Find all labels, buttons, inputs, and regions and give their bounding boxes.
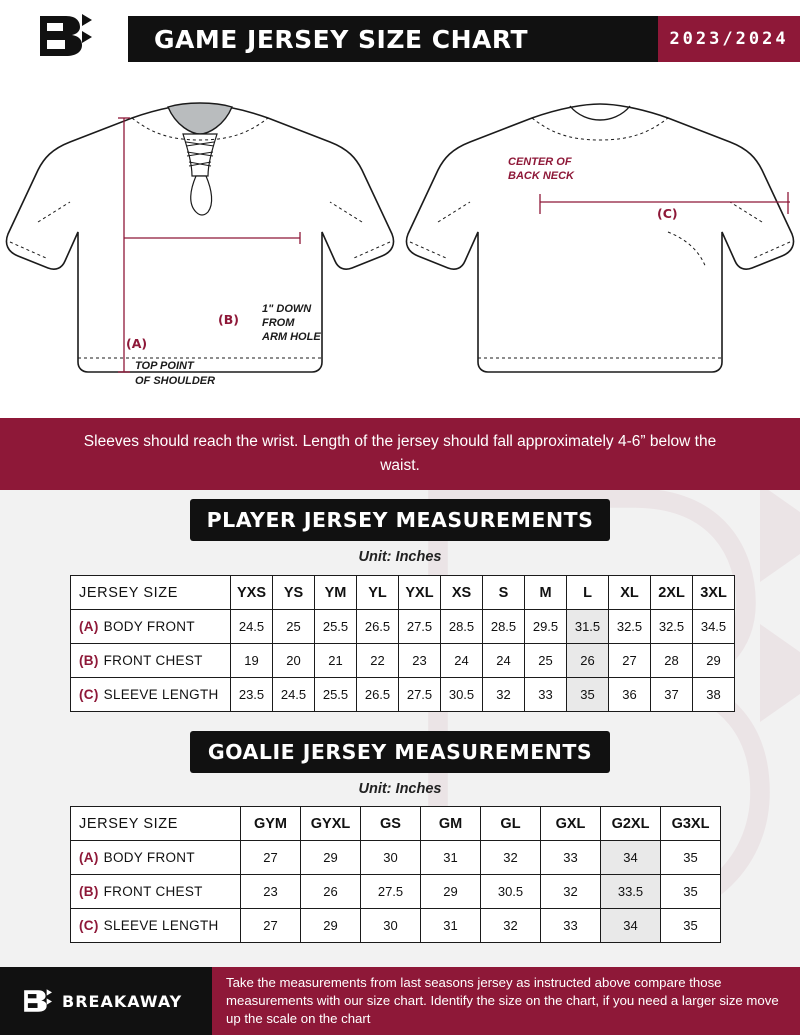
measurement-cell: 27.5 — [399, 678, 441, 712]
player-section-banner — [190, 499, 610, 541]
back-c-tag: (C) — [657, 206, 678, 221]
back-c-note-2: BACK NECK — [508, 170, 574, 182]
row-label-text: FRONT CHEST — [103, 884, 203, 899]
measurement-cell: 27.5 — [399, 610, 441, 644]
measurement-cell: 24 — [483, 644, 525, 678]
season-label: 2023/2024 — [669, 29, 789, 49]
measurement-cell: 30 — [361, 841, 421, 875]
table-row — [71, 610, 735, 644]
table-row — [71, 678, 735, 712]
measurement-cell: 35 — [567, 678, 609, 712]
player-row-label-1 — [71, 610, 231, 644]
measurement-cell: 36 — [609, 678, 651, 712]
row-tag: (B) — [79, 653, 99, 668]
front-a-tag: (A) — [126, 336, 148, 351]
back-jersey-drawing — [406, 104, 793, 372]
measurement-cell: 27 — [241, 841, 301, 875]
goalie-header-row — [71, 807, 721, 841]
measurement-cell: 25.5 — [315, 610, 357, 644]
goalie-size-header-label: JERSEY SIZE — [71, 807, 241, 841]
goalie-unit-label: Unit: Inches — [358, 781, 442, 797]
breakaway-b-logo-icon — [36, 12, 92, 60]
goalie-row-label-2 — [71, 875, 241, 909]
page-title: GAME JERSEY SIZE CHART — [154, 24, 529, 54]
jersey-diagram-svg — [0, 72, 800, 418]
measurement-cell: 24 — [441, 644, 483, 678]
front-b-tag: (B) — [218, 312, 239, 327]
front-b-note-3: ARM HOLE — [262, 331, 321, 343]
player-size-header-label: JERSEY SIZE — [71, 576, 231, 610]
footer-instruction-text: Take the measurements from last seasons jersey as instructed above compare those measurements with our size chart. Identify the size on the chart, if you need a larger size move up the scale on the chart — [226, 975, 779, 1026]
player-size-header-m: M — [525, 576, 567, 610]
footer-instruction-box — [212, 967, 800, 1035]
player-header-row — [71, 576, 735, 610]
measurement-cell: 28.5 — [483, 610, 525, 644]
footer-brand-block — [0, 967, 212, 1035]
measurement-cell: 30 — [361, 909, 421, 943]
measurement-cell: 29 — [301, 909, 361, 943]
player-unit-label: Unit: Inches — [358, 549, 442, 565]
measurement-cell: 34 — [601, 909, 661, 943]
front-b-note-1: 1" DOWN — [262, 303, 312, 315]
measurement-cell: 23.5 — [231, 678, 273, 712]
goalie-section-banner — [190, 731, 610, 773]
goalie-row-label-3 — [71, 909, 241, 943]
page-footer — [0, 967, 800, 1035]
goalie-size-header-gs: GS — [361, 807, 421, 841]
measurement-cell: 34.5 — [693, 610, 735, 644]
measurement-cell: 25 — [273, 610, 315, 644]
front-a-note-2: OF SHOULDER — [135, 375, 216, 387]
measurement-cell: 33 — [525, 678, 567, 712]
row-label-text: FRONT CHEST — [103, 653, 203, 668]
measurement-cell: 35 — [661, 875, 721, 909]
measurement-cell: 38 — [693, 678, 735, 712]
player-row-label-2 — [71, 644, 231, 678]
player-banner-label: PLAYER JERSEY MEASUREMENTS — [206, 508, 594, 532]
measurement-cell: 23 — [241, 875, 301, 909]
player-size-header-2xl: 2XL — [651, 576, 693, 610]
row-label-text: BODY FRONT — [103, 850, 195, 865]
measurement-cell: 31 — [421, 909, 481, 943]
player-size-header-3xl: 3XL — [693, 576, 735, 610]
row-tag: (C) — [79, 687, 99, 702]
measurement-cell: 21 — [315, 644, 357, 678]
measurement-cell: 32 — [481, 841, 541, 875]
goalie-size-header-gyxl: GYXL — [301, 807, 361, 841]
measurement-cell: 28.5 — [441, 610, 483, 644]
back-c-note-1: CENTER OF — [508, 156, 572, 168]
goalie-size-header-gym: GYM — [241, 807, 301, 841]
goalie-size-header-gxl: GXL — [541, 807, 601, 841]
goalie-size-header-g3xl: G3XL — [661, 807, 721, 841]
measurement-cell: 22 — [357, 644, 399, 678]
player-size-header-s: S — [483, 576, 525, 610]
player-size-header-yl: YL — [357, 576, 399, 610]
front-a-note-1: TOP POINT — [135, 360, 194, 372]
goalie-size-header-gm: GM — [421, 807, 481, 841]
player-size-header-ys: YS — [273, 576, 315, 610]
measurement-cell: 35 — [661, 841, 721, 875]
row-label-text: BODY FRONT — [103, 619, 195, 634]
goalie-measurements-table — [70, 806, 721, 943]
player-size-header-xl: XL — [609, 576, 651, 610]
brand-logo — [0, 0, 128, 72]
measurement-cell: 29 — [301, 841, 361, 875]
measurement-cell: 26.5 — [357, 610, 399, 644]
footer-brand-name: BREAKAWAY — [62, 991, 183, 1011]
player-row-label-3 — [71, 678, 231, 712]
goalie-row-label-1 — [71, 841, 241, 875]
front-b-note-2: FROM — [262, 317, 295, 329]
player-size-header-xs: XS — [441, 576, 483, 610]
goalie-table-wrap — [70, 806, 721, 943]
season-badge — [658, 16, 800, 62]
measurement-cell: 31.5 — [567, 610, 609, 644]
measurement-cell: 32 — [481, 909, 541, 943]
measurement-cell: 26 — [567, 644, 609, 678]
measurement-cell: 29.5 — [525, 610, 567, 644]
measurement-cell: 25.5 — [315, 678, 357, 712]
measurement-cell: 24.5 — [231, 610, 273, 644]
fit-note-text: Sleeves should reach the wrist. Length of the jersey should fall approximately 4-6” below the waist. — [83, 433, 717, 474]
row-tag: (A) — [79, 619, 99, 634]
player-size-header-ym: YM — [315, 576, 357, 610]
measurement-cell: 27.5 — [361, 875, 421, 909]
player-size-header-yxl: YXL — [399, 576, 441, 610]
measurement-cell: 33 — [541, 909, 601, 943]
measurement-cell: 37 — [651, 678, 693, 712]
row-label-text: SLEEVE LENGTH — [103, 687, 219, 702]
measurement-cell: 26 — [301, 875, 361, 909]
goalie-banner-label: GOALIE JERSEY MEASUREMENTS — [207, 740, 593, 764]
table-row — [71, 909, 721, 943]
row-tag: (A) — [79, 850, 99, 865]
player-table-wrap — [70, 575, 735, 712]
measurement-cell: 34 — [601, 841, 661, 875]
measurement-cell: 29 — [421, 875, 481, 909]
jersey-illustration — [0, 72, 800, 418]
measurement-cell: 27 — [609, 644, 651, 678]
measurement-cell: 32 — [541, 875, 601, 909]
measurement-cell: 35 — [661, 909, 721, 943]
measurement-cell: 20 — [273, 644, 315, 678]
measurement-cell: 32 — [483, 678, 525, 712]
measurement-cell: 30.5 — [481, 875, 541, 909]
row-label-text: SLEEVE LENGTH — [103, 918, 219, 933]
goalie-size-header-gl: GL — [481, 807, 541, 841]
player-measurements-table — [70, 575, 735, 712]
measurement-cell: 32.5 — [609, 610, 651, 644]
measurement-cell: 29 — [693, 644, 735, 678]
row-tag: (B) — [79, 884, 99, 899]
measurement-cell: 28 — [651, 644, 693, 678]
measurement-cell: 33 — [541, 841, 601, 875]
breakaway-b-logo-icon — [22, 986, 52, 1016]
measurement-cell: 19 — [231, 644, 273, 678]
table-row — [71, 841, 721, 875]
measurement-cell: 25 — [525, 644, 567, 678]
goalie-size-header-g2xl: G2XL — [601, 807, 661, 841]
table-row — [71, 644, 735, 678]
player-size-header-l: L — [567, 576, 609, 610]
measurement-cell: 32.5 — [651, 610, 693, 644]
measurement-cell: 33.5 — [601, 875, 661, 909]
measurement-cell: 31 — [421, 841, 481, 875]
player-size-header-yxs: YXS — [231, 576, 273, 610]
page-header — [0, 0, 800, 72]
fit-note-band — [0, 418, 800, 490]
measurement-cell: 26.5 — [357, 678, 399, 712]
measurement-cell: 23 — [399, 644, 441, 678]
table-row — [71, 875, 721, 909]
row-tag: (C) — [79, 918, 99, 933]
measurement-cell: 24.5 — [273, 678, 315, 712]
measurement-cell: 27 — [241, 909, 301, 943]
measurement-cell: 30.5 — [441, 678, 483, 712]
